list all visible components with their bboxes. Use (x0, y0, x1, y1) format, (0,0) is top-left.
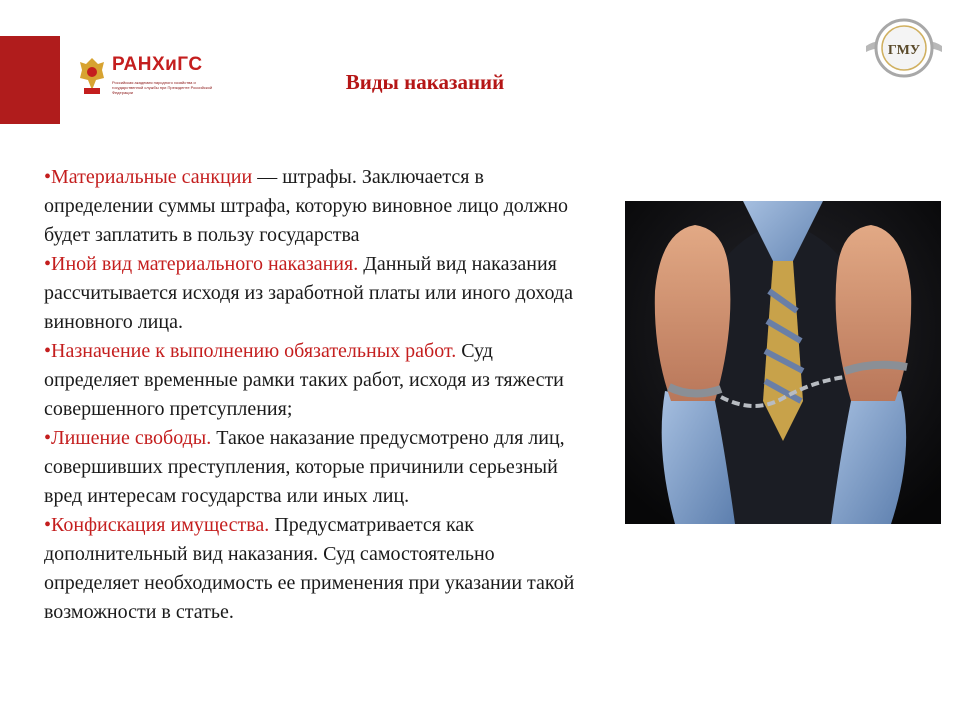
item-term: Конфискация имущества. (51, 514, 270, 536)
ranepa-logo-text: РАНХиГС (112, 54, 203, 75)
ranepa-crest-icon (78, 56, 106, 96)
gmu-emblem-icon (864, 14, 944, 84)
photo-illustration (625, 201, 941, 524)
list-item (44, 424, 589, 511)
page-title: Виды наказаний (345, 70, 505, 94)
bullet: • (44, 340, 52, 362)
list-item (44, 337, 589, 424)
list-item (44, 250, 589, 337)
item-description: Такое наказание предусмотрено для лиц, совершивших преступления, которые причинили серьезный вред интересам государства или иных лиц. (44, 427, 565, 507)
ranepa-logo-subtitle: Российская академия народного хозяйства и государственной службы при Президенте Российской Федерации (112, 80, 213, 95)
bullet: • (44, 427, 52, 449)
item-term: Назначение к выполнению обязательных работ. (51, 340, 457, 362)
item-term: Иной вид материального наказания. (51, 253, 359, 275)
list-item (44, 163, 589, 250)
item-description: Суд определяет временные рамки таких работ, исходя из тяжести совершенного претсупления; (44, 340, 564, 420)
list-item (44, 511, 589, 627)
ranepa-logo (78, 54, 228, 100)
punishment-list (44, 163, 589, 627)
item-term: Материальные санкции (51, 166, 253, 188)
item-term: Лишение свободы. (51, 427, 212, 449)
bullet: • (44, 514, 52, 536)
handcuffed-hands-image (625, 201, 941, 524)
bullet: • (44, 253, 52, 275)
bullet: • (44, 166, 52, 188)
item-description: Данный вид наказания рассчитывается исходя из заработной платы или иного дохода виновного лица. (44, 253, 573, 333)
gmu-logo-text: ГМУ (887, 43, 921, 58)
header-red-bar (0, 36, 60, 124)
item-description: Предусматривается как дополнительный вид наказания. Суд самостоятельно определяет необходимость ее применения при указании такой возможности в статье. (44, 514, 575, 623)
item-description: — штрафы. Заключается в определении суммы штрафа, которую виновное лицо должно будет заплатить в пользу государства (44, 166, 569, 246)
